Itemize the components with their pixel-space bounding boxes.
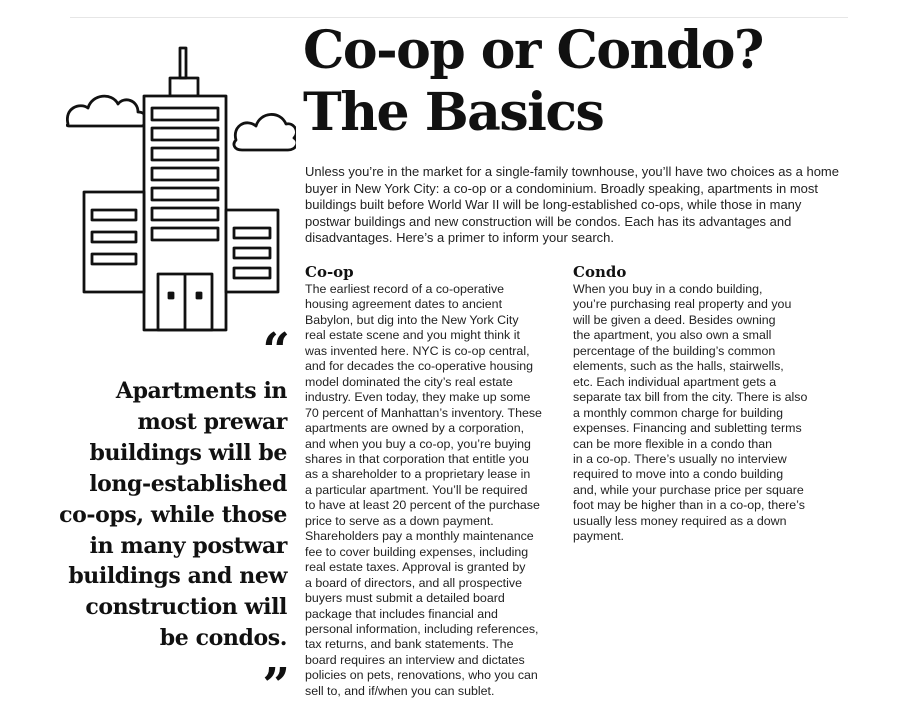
condo-heading: Condo bbox=[573, 263, 627, 281]
pull-quote: Apartments in most prewar buildings will be long-established co-ops, while those in many postwar buildings and new construction will be condos. bbox=[59, 378, 287, 652]
intro-paragraph: Unless you’re in the market for a single-family townhouse, you’ll have two choices as a home buyer in New York City: a co-op or a condominium. Broadly speaking, apartments in most buildings built before World War II will be long-established co-ops, while those in many postwar buildings and new construction will be condos. Each has its advantages and disadvantages. Here’s a primer to inform your search. bbox=[305, 164, 839, 245]
coop-heading: Co-op bbox=[305, 263, 354, 281]
coop-body: The earliest record of a co-operative housing agreement dates to ancient Babylon, but dig into the New York City real estate scene and you might think it was invented here. NYC is co-op central, and for decades the co-operative housing model dominated the city’s real estate industry. Even today, they make up some 70 percent of Manhattan’s inventory. These apartments are owned by a corporation, and when you buy a co-op, you’re buying shares in that corporation that entitle you as a shareholder to a proprietary lease in a particular apartment. You’ll be required to have at least 20 percent of the purchase price to serve as a down payment. Shareholders pay a monthly maintenance fee to cover building expenses, including real estate taxes. Approval is granted by a board of directors, and all prospective buyers must submit a detailed board package that includes financial and personal information, including references, tax returns, and bank statements. The board requires an interview and dictates policies on pets, renovations, who you can sell to, and if/when you can sublet. bbox=[305, 282, 542, 698]
page-title bbox=[303, 20, 823, 144]
open-quote-mark: “ bbox=[262, 323, 290, 379]
close-quote-mark: ” bbox=[262, 658, 290, 714]
title-line-2: The Basics bbox=[303, 82, 604, 143]
coop-column bbox=[305, 262, 563, 699]
top-divider bbox=[70, 17, 848, 18]
building-with-clouds-icon bbox=[66, 42, 296, 332]
condo-body: When you buy in a condo building, you’re purchasing real property and you will be given a deed. Besides owning the apartment, you also own a small percentage of the building’s common elements, such as the halls, stairwells, etc. Each individual apartment gets a separate tax bill from the city. There is also a monthly common charge for building expenses. Financing and subletting terms can be more flexible in a condo than in a co-op. There’s usually no interview required to move into a condo building and, while your purchase price per square foot may be higher than in a co-op, there’s usually less money required as a down payment. bbox=[573, 282, 808, 544]
condo-column bbox=[573, 262, 831, 545]
title-line-1: Co-op or Condo? bbox=[303, 20, 763, 81]
